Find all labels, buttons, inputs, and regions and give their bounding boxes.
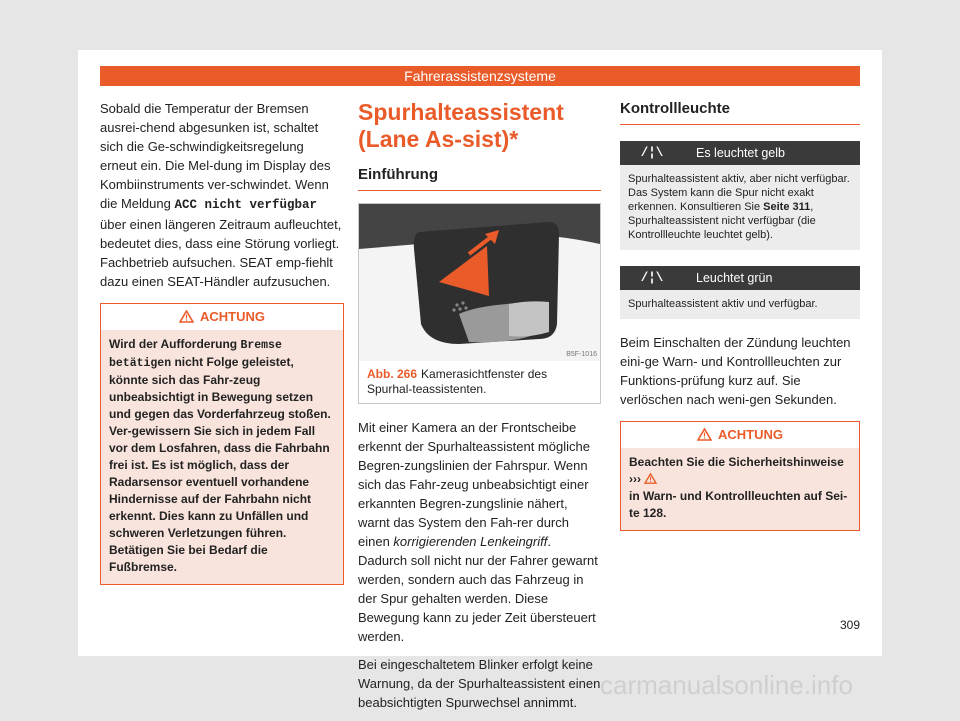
camera-window-illustration <box>359 204 600 361</box>
warning-text: Beachten Sie die Sicherheitshinweise ››› in Warn- und Kontrollleuchten auf Sei-te 128. <box>629 455 848 520</box>
page-reference: Seite 311 <box>763 201 811 213</box>
watermark: carmanualsonline.info <box>600 670 853 700</box>
ignition-paragraph: Beim Einschalten der Zündung leuchten eini-ge Warn- und Kontrollleuchten zur Funktions-prüfung kurz auf. Sie verlöschen nach weni-gen Sekunden. <box>620 335 851 407</box>
warning-title: ACHTUNG <box>718 427 783 442</box>
lane-assist-icon: /¦\ <box>640 270 664 285</box>
warning-triangle-icon <box>697 428 712 441</box>
warning-header <box>101 304 343 330</box>
figure-266 <box>358 203 601 404</box>
display-message: ACC nicht verfügbar <box>174 198 317 212</box>
warning-header <box>621 422 859 448</box>
column-3 <box>620 99 860 531</box>
warning-text: Wird der Aufforderung Bremse betätigen nicht Folge geleistet, könnte sich das Fahr-zeug unbeabsichtigt in Bewegung setzen und gegen das Vorderfahrzeug stoßen. Ver-gewissern Sie sich in jedem Fall vor dem Losfahren, dass die Fahrbahn frei ist. Es ist möglich, dass der Radarsensor eventuell vorhandene Hindernisse auf der Fahrbahn nicht erkennt. Dies kann zu Unfällen und schweren Verletzungen führen. Betätigen Sie bei Bedarf die Fußbremse. <box>109 337 331 574</box>
indicator-text-yellow: Spurhalteassistent aktiv, aber nicht verfügbar. Das System kann die Spur nicht exakt erkennen. Konsultieren Sie Seite 311, Spurhalteassistent nicht verfügbar (die Kontrollleuchte leuchtet gelb). <box>620 165 860 250</box>
indicator-paragraph: Bei eingeschaltetem Blinker erfolgt keine Warnung, da der Spurhalteassistent einen beabsichtigten Spurwechsel annimmt. <box>358 657 601 710</box>
lane-assist-paragraph: Mit einer Kamera an der Frontscheibe erkennt der Spurhalteassistent mögliche Begren-zungslinien der Fahrspur. Wenn sich das Fahr-zeug unbeabsichtigt einer erkannten Begren-zungslinie nähert, warnt das System den Fah-rer durch einen korrigierenden Lenkeingriff. Dadurch soll nicht nur der Fahrer gewarnt werden, sondern auch das Fahrzeug in der Spur gehalten werden. Diese Bewegung kann zu jeder Zeit übersteuert werden. <box>358 420 598 644</box>
page-number: 309 <box>840 618 861 632</box>
figure-number: Abb. 266 <box>367 367 418 381</box>
lane-assist-icon: /¦\ <box>640 145 664 160</box>
warning-triangle-icon <box>644 473 657 484</box>
indicator-light-title: Kontrollleuchte <box>620 99 860 125</box>
warning-box <box>100 303 344 585</box>
section-header: Fahrerassistenzsysteme <box>100 66 860 86</box>
indicator-heading-green: Leuchtet grün <box>696 270 773 285</box>
section-title: Spurhalteassistent (Lane As-sist)* <box>358 99 564 152</box>
warning-box <box>620 421 860 531</box>
indicator-row-green <box>620 266 860 290</box>
figure-caption: Abb. 266 Kamerasichtfenster des Spurhal-teassistenten. <box>367 367 548 396</box>
indicator-heading-yellow: Es leuchtet gelb <box>696 145 785 160</box>
warning-title: ACHTUNG <box>200 309 265 324</box>
indicator-text-green: Spurhalteassistent aktiv und verfügbar. <box>620 290 860 319</box>
figure-code: B5F-1016 <box>566 351 597 358</box>
warning-triangle-icon <box>179 310 194 323</box>
subsection-title: Einführung <box>358 165 601 191</box>
column-2 <box>358 99 601 721</box>
intro-paragraph: Sobald die Temperatur der Bremsen ausrei-chend abgesunken ist, schaltet sich die Ge-schwindigkeitsregelung erneut ein. Die Mel-dung im Display des Kombiinstruments ver-schwindet. Wenn die Meldung ACC nicht verfügbar über einen längeren Zeitraum aufleuchtet, bedeutet dies, dass eine Störung vorliegt. Fachbetrieb aufsuchen. SEAT emp-fiehlt dazu einen SEAT-Händler aufzusuchen. <box>100 101 342 289</box>
brake-prompt: Bremse betätigen <box>109 339 282 370</box>
indicator-row-yellow <box>620 141 860 165</box>
column-1 <box>100 99 344 585</box>
